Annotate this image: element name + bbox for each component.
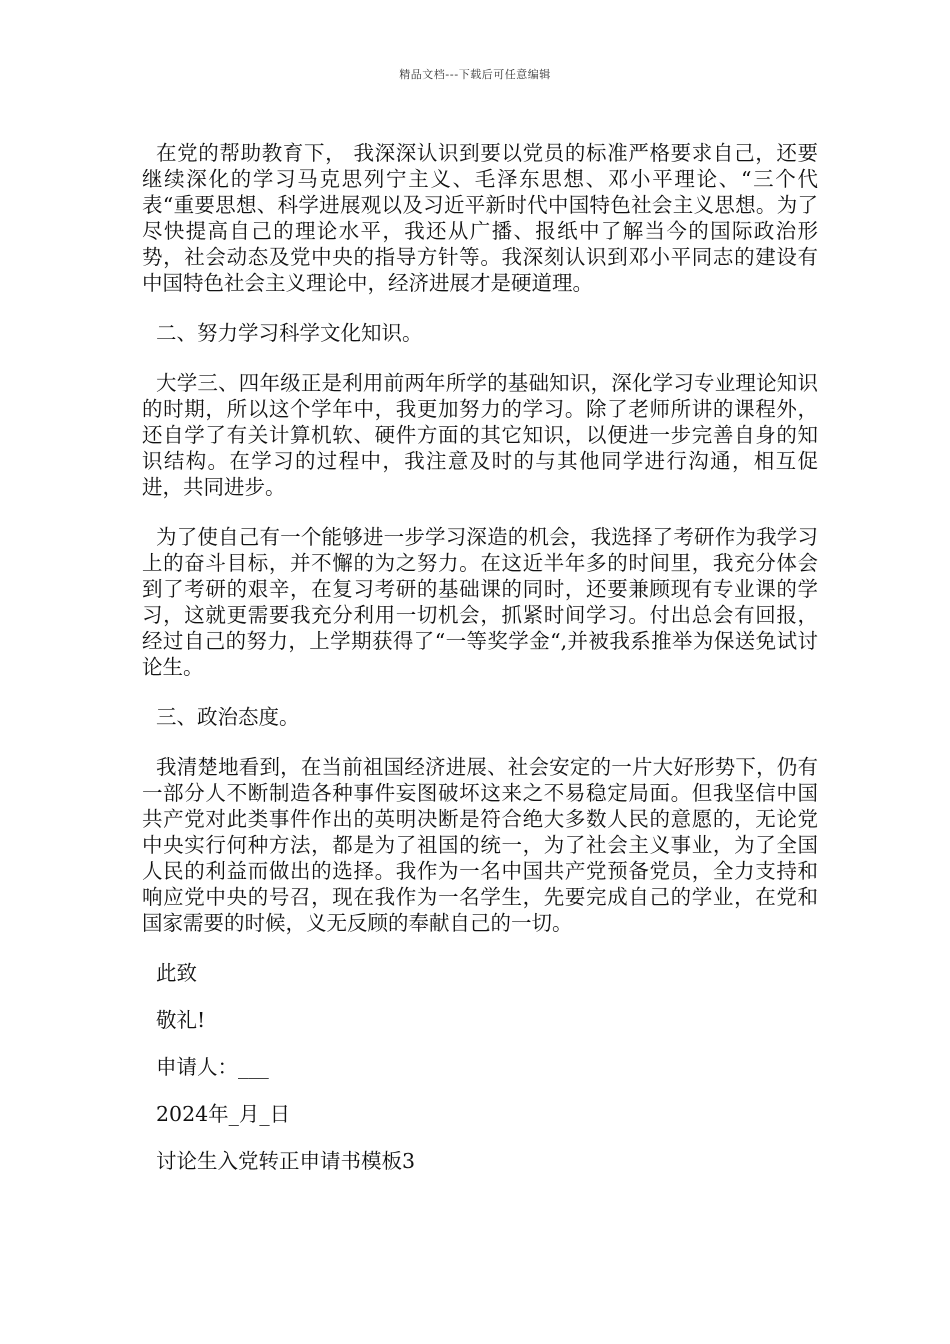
date-line: 2024年_月_日 xyxy=(156,1102,291,1126)
next-template-title: 讨论生入党转正申请书模板3 xyxy=(156,1149,416,1173)
closing-respect: 敬礼! xyxy=(156,1008,206,1032)
applicant-line: 申请人：___ xyxy=(156,1055,269,1079)
paragraph-study: 大学三、四年级正是利用前两年所学的基础知识，深化学习专业理论知识的时期，所以这个学年中，我更加努力的学习。除了老师所讲的课程外，还自学了有关计算机软、硬件方面的其它知识，以便进一步完善自身的知识结构。在学习的过程中，我注意及时的与其他同学进行沟通，相互促进，共同进步。 xyxy=(142,371,818,499)
paragraph-postgraduate: 为了使自己有一个能够进一步学习深造的机会，我选择了考研作为我学习上的奋斗目标，并不懈的为之努力。在这近半年多的时间里，我充分体会到了考研的艰辛，在复习考研的基础课的同时，还要兼顾现有专业课的学习，这就更需要我充分利用一切机会，抓紧时间学习。付出总会有回报，经过自己的努力，上学期获得了“一等奖学金“,并被我系推举为保送免试讨论生。 xyxy=(142,525,818,679)
page-header: 精品文档---下载后可任意编辑 xyxy=(399,68,551,81)
document-body xyxy=(142,140,818,1195)
paragraph-party-education: 在党的帮助教育下， 我深深认识到要以党员的标准严格要求自己，还要继续深化的学习马克思列宁主义、毛泽东思想、邓小平理论、“三个代表“重要思想、科学进展观以及习近平新时代中国特色社会主义思想。为了尽快提高自己的理论水平，我还从广播、报纸中了解当今的国际政治形势，社会动态及党中央的指导方针等。我深刻认识到邓小平同志的建设有中国特色社会主义理论中，经济进展才是硬道理。 xyxy=(142,141,818,295)
section-heading-study: 二、努力学习科学文化知识。 xyxy=(156,321,423,345)
closing-salutation: 此致 xyxy=(156,961,197,985)
section-heading-politics: 三、政治态度。 xyxy=(156,705,300,729)
paragraph-politics: 我清楚地看到，在当前祖国经济进展、社会安定的一片大好形势下，仍有一部分人不断制造各种事件妄图破坏这来之不易稳定局面。但我坚信中国共产党对此类事件作出的英明决断是符合绝大多数人民的意愿的，无论党中央实行何种方法，都是为了祖国的统一，为了社会主义事业，为了全国人民的利益而做出的选择。我作为一名中国共产党预备党员，全力支持和响应党中央的号召，现在我作为一名学生，先要完成自己的学业，在党和国家需要的时候，义无反顾的奉献自己的一切。 xyxy=(142,755,818,935)
